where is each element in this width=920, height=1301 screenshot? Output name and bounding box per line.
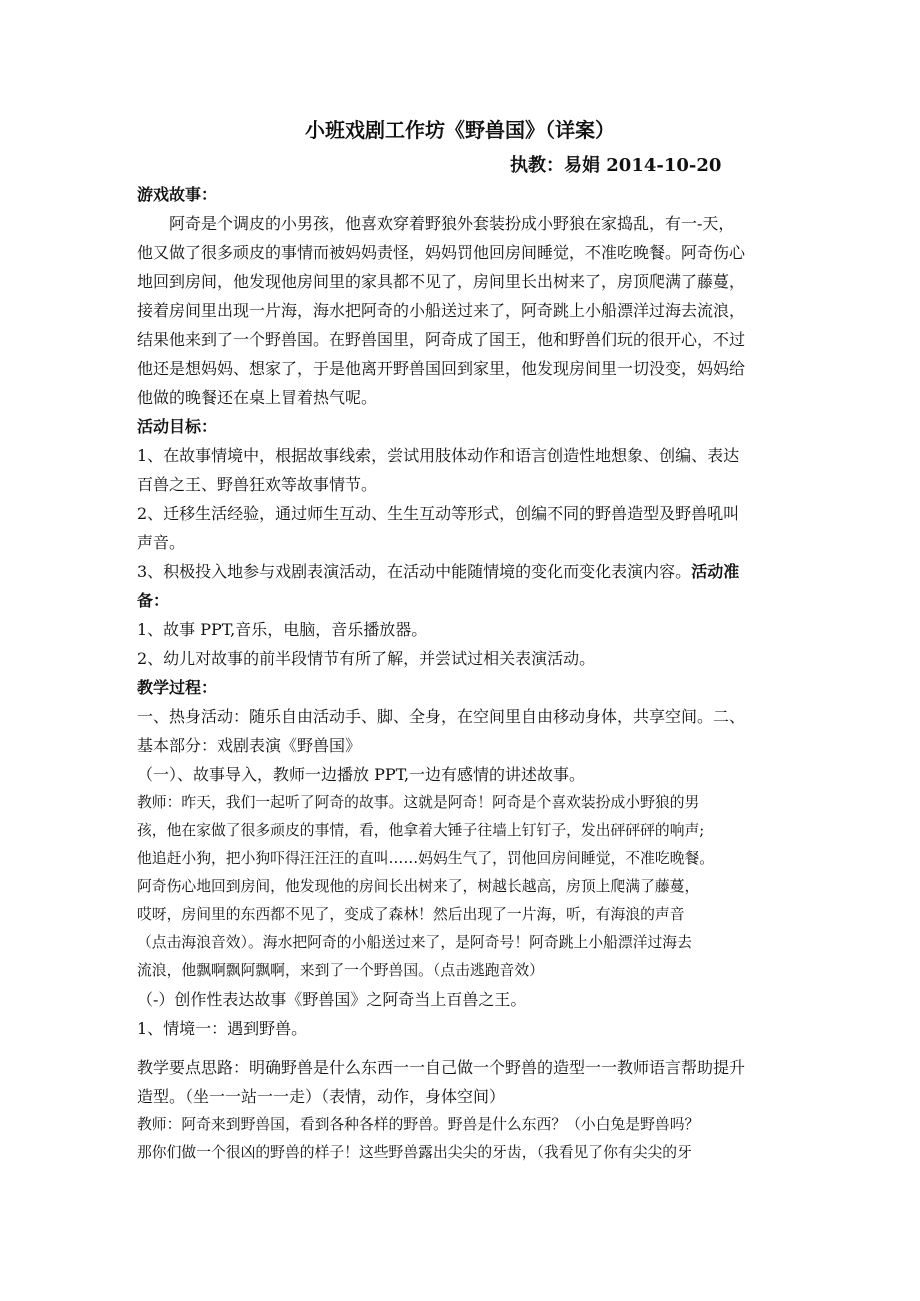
prep-line: 2、幼儿对故事的前半段情节有所了解，并尝试过相关表演活动。 bbox=[137, 649, 596, 668]
spacer bbox=[137, 1043, 787, 1053]
teacher-dialog-line: 他追赶小狗，把小狗吓得汪汪汪的直叫……妈妈生气了，罚他回房间睡觉，不准吃晚餐。 bbox=[137, 850, 715, 867]
document-title: 小班戏剧工作坊《野兽国》（详案） bbox=[305, 118, 615, 142]
author-date-line: 执教：易娟 2014-10-20 bbox=[510, 155, 722, 176]
teacher-dialog-line: 教师：昨天，我们一起听了阿奇的故事。这就是阿奇！阿奇是个喜欢装扮成小野狼的男 bbox=[137, 794, 700, 811]
process-heading: 教学过程： bbox=[137, 678, 218, 697]
scene-one-line: 1、情境一：遇到野兽。 bbox=[137, 1019, 308, 1038]
story-heading: 游戏故事： bbox=[137, 185, 218, 204]
story-line: 结果他来到了一个野兽国。在野兽国里，阿奇成了国王，他和野兽们玩的很开心，不过 bbox=[137, 330, 746, 349]
goal-line: 声音。 bbox=[137, 533, 186, 552]
document-body bbox=[137, 180, 787, 1167]
story-line: 他还是想妈妈、想家了，于是他离开野兽国回到家里，他发现房间里一切没变，妈妈给 bbox=[137, 359, 746, 378]
teacher-dialog-line: （点击海浪音效）。海水把阿奇的小船送过来了，是阿奇号！阿奇跳上小船漂洋过海去 bbox=[137, 934, 692, 951]
prep-heading-part2: 备： bbox=[137, 591, 170, 610]
story-line: 他又做了很多顽皮的事情而被妈妈责怪，妈妈罚他回房间睡觉，不准吃晚餐。阿奇伤心 bbox=[137, 243, 746, 262]
goal-line: 1、在故事情境中，根据故事线索，尝试用肢体动作和语言创造性地想象、创编、表达 bbox=[137, 446, 740, 465]
key-points-line: 造型。（坐一一站一一走）（表情，动作，身体空间） bbox=[137, 1087, 506, 1106]
teacher-dialog-line: 哎呀，房间里的东西都不见了，变成了森林！然后出现了一片海，听，有海浪的声音 bbox=[137, 906, 685, 923]
goals-heading: 活动目标： bbox=[137, 417, 218, 436]
teacher-dialog-line: 教师：阿奇来到野兽国，看到各种各样的野兽。野兽是什么东西？（小白兔是野兽吗？ bbox=[137, 1116, 700, 1133]
prep-heading-part1: 活动准 bbox=[691, 562, 740, 581]
teacher-dialog-line: 那你们做一个很凶的野兽的样子！这些野兽露出尖尖的牙齿，（我看见了你有尖尖的牙 bbox=[137, 1144, 692, 1161]
story-line: 他做的晚餐还在桌上冒着热气呢。 bbox=[137, 388, 378, 407]
goal-line: 2、迁移生活经验，通过师生互动、生生互动等形式，创编不同的野兽造型及野兽吼叫 bbox=[137, 504, 740, 523]
goal-line-text: 3、积极投入地参与戏剧表演活动，在活动中能随情境的变化而变化表演内容。 bbox=[137, 562, 692, 581]
process-line: （一）、故事导入，教师一边播放 PPT,一边有感情的讲述故事。 bbox=[137, 765, 586, 784]
teacher-dialog-line: 流浪，他飘啊飘阿飘啊，来到了一个野兽国。（点击逃跑音效） bbox=[137, 962, 544, 979]
teacher-dialog-line: 孩，他在家做了很多顽皮的事情，看，他拿着大锤子往墙上钉钉子，发出砰砰砰的响声; bbox=[137, 822, 705, 839]
process-line: 基本部分：戏剧表演《野兽国》 bbox=[137, 736, 362, 755]
goal-line-with-prep-heading bbox=[137, 557, 787, 586]
section-two-line: （-）创作性表达故事《野兽国》之阿奇当上百兽之王。 bbox=[137, 990, 527, 1009]
goal-line: 百兽之王、野兽狂欢等故事情节。 bbox=[137, 475, 378, 494]
story-line: 接着房间里出现一片海，海水把阿奇的小船送过来了，阿奇跳上小船漂洋过海去流浪， bbox=[137, 301, 746, 320]
teacher-dialog-line: 阿奇伤心地回到房间，他发现他的房间长出树来了，树越长越高，房顶上爬满了藤蔓， bbox=[137, 878, 700, 895]
prep-line: 1、故事 PPT,音乐，电脑，音乐播放器。 bbox=[137, 620, 428, 639]
story-line: 地回到房间，他发现他房间里的家具都不见了，房间里长出树来了，房顶爬满了藤蔓， bbox=[137, 272, 746, 291]
story-line: 阿奇是个调皮的小男孩，他喜欢穿着野狼外套装扮成小野狼在家捣乱，有一-天， bbox=[169, 214, 735, 233]
process-line: 一、热身活动：随乐自由活动手、脚、全身，在空间里自由移动身体，共享空间。二、 bbox=[137, 707, 746, 726]
key-points-line: 教学要点思路：明确野兽是什么东西一一自己做一个野兽的造型一一教师语言帮助提升 bbox=[137, 1058, 746, 1077]
